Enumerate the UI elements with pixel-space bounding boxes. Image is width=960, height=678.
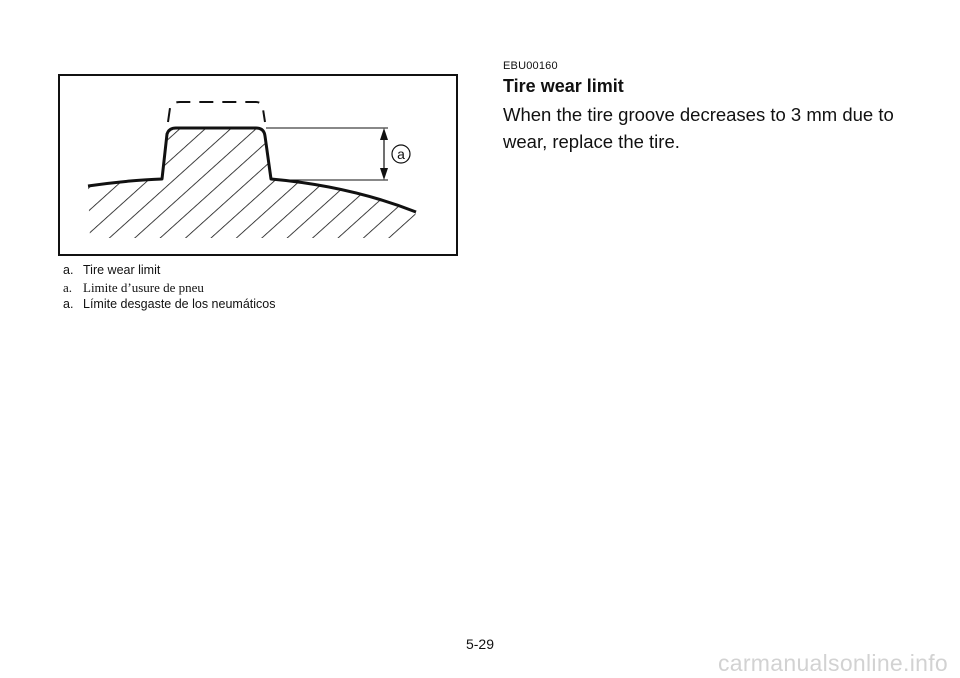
section-title: Tire wear limit (503, 76, 624, 96)
original-tread-dashed-outline (168, 102, 265, 122)
caption-letter: a. (63, 263, 74, 277)
dimension-arrow-up (380, 128, 388, 140)
tire-tread-illustration (60, 76, 456, 254)
section-code: EBU00160 (503, 60, 558, 72)
section-body: When the tire groove decreases to 3 mm due to wear, replace the tire. (503, 104, 894, 152)
caption-text: Límite desgaste de los neumáticos (83, 297, 276, 311)
caption-text: Limite d’usure de pneu (83, 280, 204, 295)
caption-english (63, 262, 463, 279)
watermark: carmanualsonline.info (717, 650, 948, 676)
caption-spanish (63, 296, 463, 313)
dimension-arrow-down (380, 168, 388, 180)
tire-wear-figure (58, 74, 458, 256)
caption-letter: a. (63, 297, 74, 311)
callout-letter: a (397, 146, 405, 162)
caption-french (63, 279, 463, 296)
caption-letter: a. (63, 280, 73, 295)
figure-captions (63, 262, 463, 313)
caption-text: Tire wear limit (83, 263, 161, 277)
page-number: 5-29 (465, 636, 495, 652)
